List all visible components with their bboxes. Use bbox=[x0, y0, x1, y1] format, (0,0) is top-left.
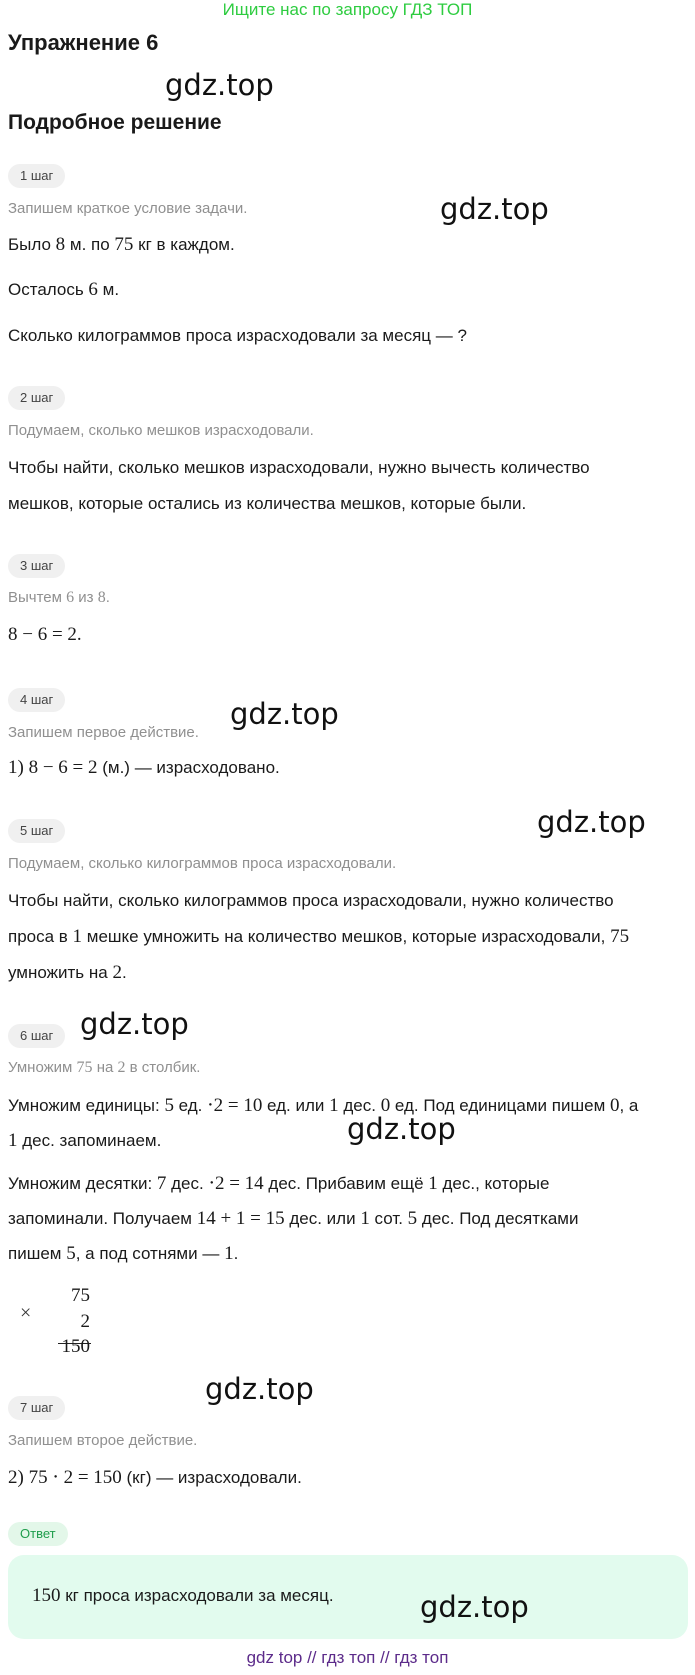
step-text: Умножим десятки: 7 дес. ⋅2 = 14 дес. Прибавим ещё 1 дес., которые bbox=[8, 1173, 550, 1194]
step-text: Сколько килограммов проса израсходовали за месяц — ? bbox=[8, 326, 467, 345]
watermark: gdz.top bbox=[440, 192, 549, 226]
step-math: 1) 8 − 6 = 2 (м.) — израсходовано. bbox=[8, 757, 280, 778]
footer-links[interactable]: gdz top // гдз топ // гдз топ bbox=[246, 1648, 449, 1667]
step-badge: 6 шаг bbox=[8, 1024, 65, 1048]
step-badge: 5 шаг bbox=[8, 819, 65, 843]
column-multiplier: 2 bbox=[80, 1311, 90, 1332]
step-hint: Запишем первое действие. bbox=[8, 724, 199, 741]
solution-heading: Подробное решение bbox=[8, 111, 222, 134]
step-text: Чтобы найти, сколько мешков израсходовали, нужно вычесть количество bbox=[8, 458, 590, 477]
watermark: gdz.top bbox=[420, 1590, 529, 1624]
column-result: 150 bbox=[61, 1336, 90, 1357]
step-text: Чтобы найти, сколько килограммов проса израсходовали, нужно количество bbox=[8, 891, 614, 910]
step-text: Умножим единицы: 5 ед. ⋅2 = 10 ед. или 1 дес. 0 ед. Под единицами пишем 0, а bbox=[8, 1095, 639, 1116]
page-title: Упражнение 6 bbox=[8, 30, 159, 55]
watermark: gdz.top bbox=[537, 805, 646, 839]
step-math: 2) 75 ⋅ 2 = 150 (кг) — израсходовали. bbox=[8, 1467, 302, 1488]
step-text: Осталось 6 м. bbox=[8, 279, 120, 300]
step-text: проса в 1 мешке умножить на количество мешков, которые израсходовали, 75 bbox=[8, 926, 630, 947]
step-badge: 2 шаг bbox=[8, 386, 65, 410]
step-hint: Запишем второе действие. bbox=[8, 1432, 198, 1449]
step-math: 8 − 6 = 2. bbox=[8, 624, 82, 645]
multiply-sign: × bbox=[20, 1302, 32, 1324]
step-text: мешков, которые остались из количества мешков, которые были. bbox=[8, 494, 527, 513]
search-banner: Ищите нас по запросу ГДЗ ТОП bbox=[222, 0, 473, 19]
step-text: умножить на 2. bbox=[8, 962, 127, 983]
step-hint: Запишем краткое условие задачи. bbox=[8, 200, 248, 217]
step-text: пишем 5, а под сотнями — 1. bbox=[8, 1243, 239, 1264]
answer-text: 150 кг проса израсходовали за месяц. bbox=[32, 1585, 334, 1606]
watermark: gdz.top bbox=[80, 1007, 189, 1041]
answer-badge: Ответ bbox=[8, 1522, 68, 1546]
watermark: gdz.top bbox=[165, 68, 274, 102]
step-hint: Умножим 75 на 2 в столбик. bbox=[8, 1059, 201, 1076]
step-text: 1 дес. запоминаем. bbox=[8, 1130, 162, 1151]
step-badge: 3 шаг bbox=[8, 554, 65, 578]
step-text: Было 8 м. по 75 кг в каждом. bbox=[8, 234, 235, 255]
step-text: запоминали. Получаем 14 + 1 = 15 дес. или 1 сот. 5 дес. Под десятками bbox=[8, 1208, 579, 1229]
step-hint: Вычтем 6 из 8. bbox=[8, 589, 110, 606]
step-hint: Подумаем, сколько килограммов проса израсходовали. bbox=[8, 855, 397, 872]
step-badge: 1 шаг bbox=[8, 164, 65, 188]
step-hint: Подумаем, сколько мешков израсходовали. bbox=[8, 422, 314, 439]
column-multiplicand: 75 bbox=[71, 1285, 90, 1306]
step-badge: 4 шаг bbox=[8, 688, 65, 712]
step-badge: 7 шаг bbox=[8, 1396, 65, 1420]
watermark: gdz.top bbox=[205, 1372, 314, 1406]
watermark: gdz.top bbox=[347, 1112, 456, 1146]
watermark: gdz.top bbox=[230, 697, 339, 731]
